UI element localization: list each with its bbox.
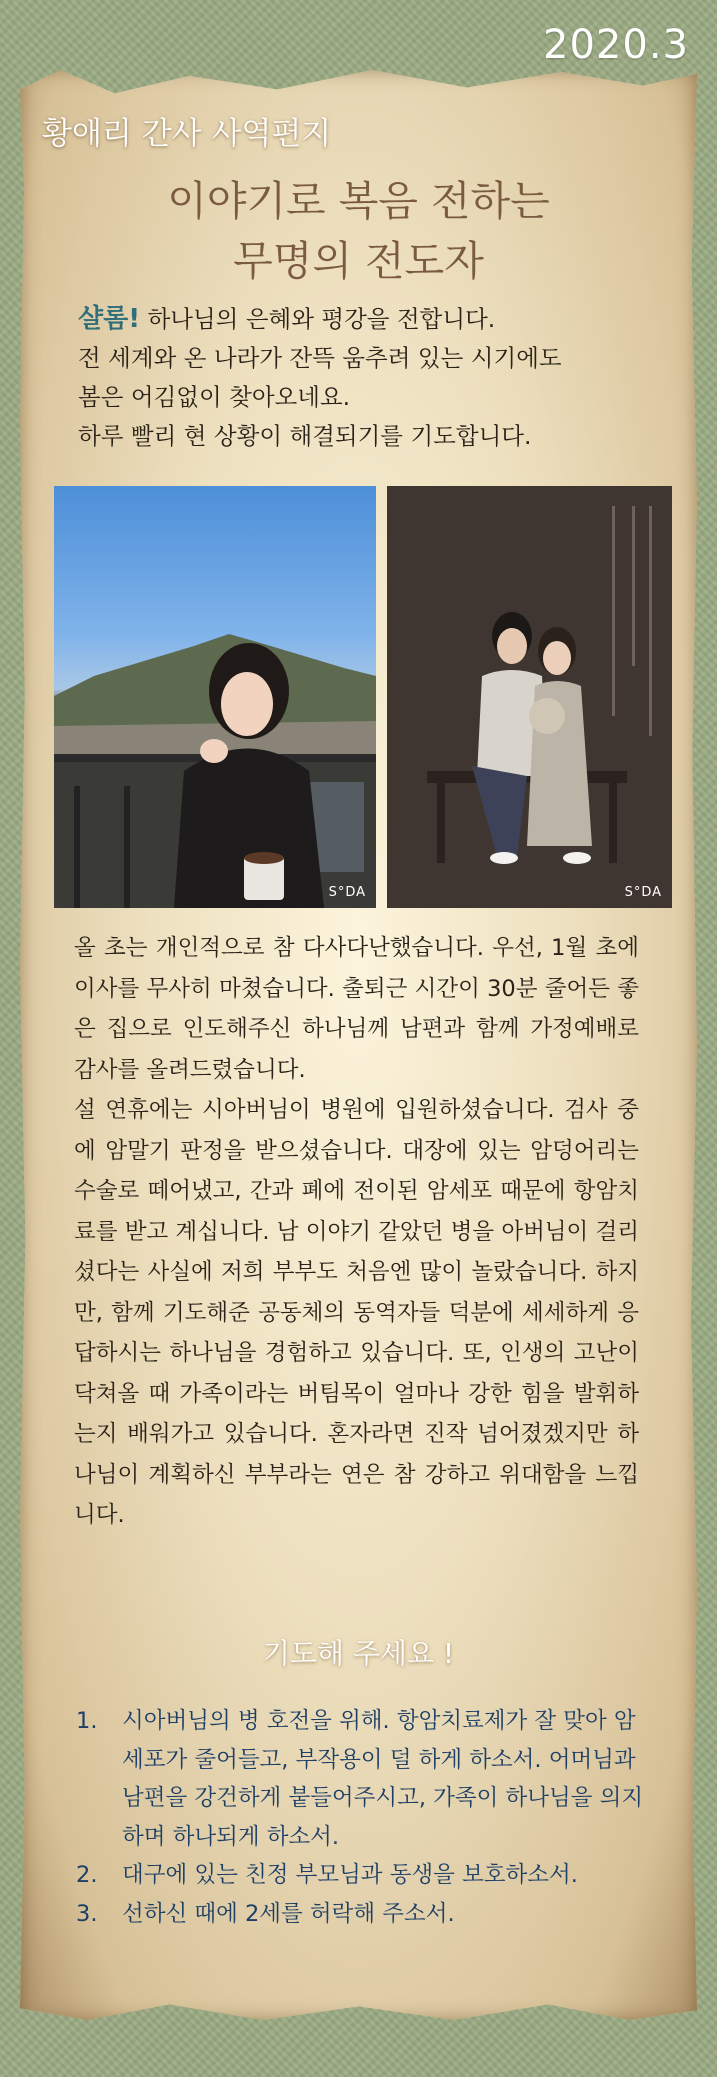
body-paragraph-2: 설 연휴에는 시아버님이 병원에 입원하셨습니다. 검사 중에 암말기 판정을 받으셨습니다. 대장에 있는 암덩어리는 수술로 떼어냈고, 간과 폐에 전이된 암세포 때문에 항암치료를 받고 계십니다. 남 이야기 같았던 병을 아버님이 걸리셨다는 사실에 저희 부부도 처음엔 많이 놀랐습니다. 하지만, 함께 기도해준 공동체의 동역자들 덕분에 세세하게 응답하시는 하나님을 경험하고 있습니다. 또, 인생의 고난이 닥쳐올 때 가족이라는 버팀목이 얼마나 강한 힘을 발휘하는지 배워가고 있습니다. 혼자라면 진작 넘어졌겠지만 하나님이 계획하신 부부라는 연은 참 강하고 위대함을 느낍니다.	[74, 1097, 639, 1528]
letter-title-line1: 이야기로 복음 전하는	[167, 177, 550, 225]
prayer-item	[76, 1895, 646, 1934]
intro-line: 봄은 어김없이 찾아오네요.	[78, 383, 351, 411]
prayer-item-number: 3.	[76, 1900, 98, 1927]
intro-line: 하루 빨리 현 상황이 해결되기를 기도합니다.	[78, 422, 532, 450]
section-label: 황애리 간사 사역편지	[42, 116, 332, 152]
prayer-item-text: 대구에 있는 친정 부모님과 동생을 보호하소서.	[122, 1862, 578, 1888]
prayer-item-text: 시아버님의 병 호전을 위해. 항암치료제가 잘 맞아 암세포가 줄어들고, 부작용이 덜 하게 하소서. 어머님과 남편을 강건하게 붙들어주시고, 가족이 하나님을 의지하며 하나되게 하소서.	[122, 1708, 644, 1850]
photo2-illustration	[387, 486, 672, 908]
greeting-rest: 하나님의 은혜와 평강을 전합니다.	[140, 305, 496, 333]
intro-paragraph	[78, 300, 648, 456]
letter-body	[74, 928, 639, 1536]
prayer-item	[76, 1702, 646, 1856]
prayer-item-number: 1.	[76, 1708, 98, 1734]
body-paragraph-1: 올 초는 개인적으로 참 다사다난했습니다. 우선, 1월 초에 이사를 무사히 마쳤습니다. 출퇴근 시간이 30분 줄어든 좋은 집으로 인도해주신 하나님께 남편과 함께 가정예배로 감사를 올려드렸습니다.	[74, 935, 639, 1083]
photo-woman-outdoors	[54, 486, 376, 908]
photo-couple-portrait	[387, 486, 672, 908]
letter-title-line2: 무명의 전도자	[233, 237, 484, 285]
letter-date: 2020.3	[543, 22, 689, 68]
photo2-watermark: S°DA	[624, 885, 662, 900]
photo1-illustration	[54, 486, 376, 908]
prayer-item-text: 선하신 때에 2세를 허락해 주소서.	[122, 1900, 455, 1927]
prayer-list	[76, 1702, 646, 1933]
prayer-item	[76, 1856, 646, 1895]
prayer-item-number: 2.	[76, 1862, 98, 1888]
intro-line: 전 세계와 온 나라가 잔뜩 움추려 있는 시기에도	[78, 344, 562, 372]
greeting-word: 샬롬!	[78, 304, 141, 334]
prayer-heading: 기도해 주세요 !	[262, 1637, 455, 1670]
photo1-watermark: S°DA	[328, 885, 366, 900]
